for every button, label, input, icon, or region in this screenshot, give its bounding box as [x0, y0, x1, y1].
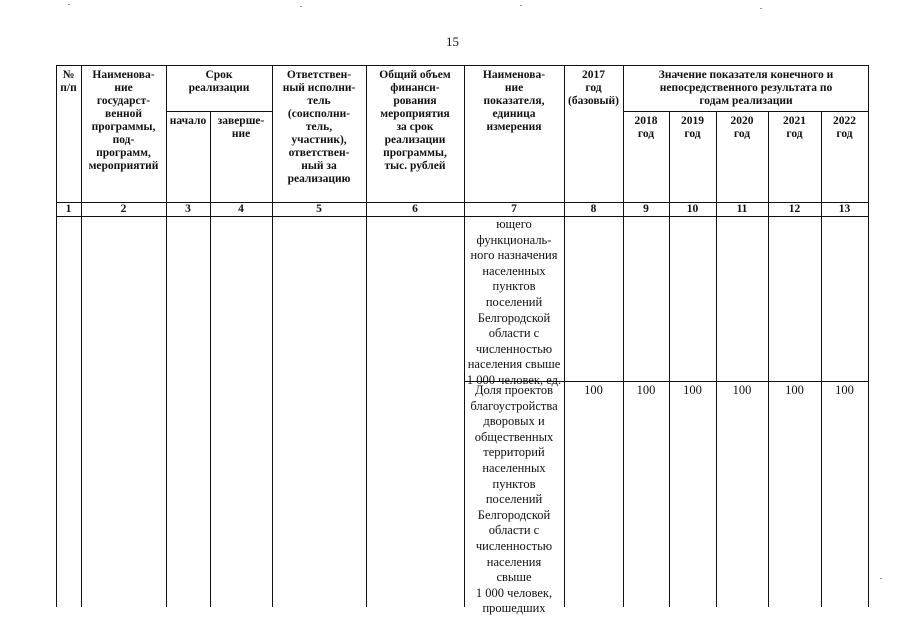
header-program-name: Наименова- ние государст- венной программы, под- программ, мероприятий	[88, 69, 159, 172]
header-values-group: Значение показателя конечного и непосредственного результата по годам реализации	[658, 69, 834, 107]
column-number: 10	[686, 203, 699, 215]
scan-speck	[520, 5, 522, 6]
column-number: 8	[590, 203, 597, 215]
header-year-2021: 2021 год	[783, 115, 806, 140]
indicator-name: ющего функциональ- ного назначения населенных пунктов поселений Белгородской области с численностью населения свыше 1 000 человек, ед.	[466, 217, 562, 387]
column-number: 6	[412, 203, 418, 215]
header-base-year: 2017 год (базовый)	[568, 69, 619, 107]
scan-speck	[760, 8, 762, 9]
column-number: 4	[238, 203, 244, 215]
header-start: начало	[169, 115, 207, 127]
value-2021: 100	[785, 383, 804, 397]
value-2020: 100	[732, 383, 752, 397]
scan-speck	[300, 6, 302, 7]
column-number: 12	[788, 203, 801, 215]
header-year-2022: 2022 год	[833, 115, 856, 140]
scan-speck	[880, 578, 882, 579]
page-number: 15	[446, 34, 459, 49]
header-end: заверше- ние	[217, 115, 265, 140]
header-year-2020: 2020 год	[730, 115, 754, 140]
header-responsible: Ответствен- ный исполни- тель (соисполни- тель, участник), ответствен- ный за реализацию	[282, 69, 356, 185]
indicators-table	[56, 65, 869, 616]
value-2019: 100	[683, 383, 702, 397]
header-year-2018: 2018 год	[634, 115, 658, 140]
value-2017: 100	[584, 383, 603, 397]
column-number: 11	[736, 203, 748, 215]
header-period-group: Срок реализации	[188, 69, 250, 94]
column-number: 7	[511, 203, 517, 215]
header-funding: Общий объем финанси- рования мероприятия за срок реализации программы, тыс. рублей	[379, 69, 451, 172]
indicator-name: Доля проектов благоустройства дворовых и общественных территорий населенных пунктов поселений Белгородской области с численностью населения свыше 1 000 человек, прошедших	[470, 383, 558, 616]
header-year-2019: 2019 год	[681, 115, 704, 140]
value-2022: 100	[835, 383, 854, 397]
column-number: 3	[185, 203, 191, 215]
column-number: 2	[120, 203, 127, 215]
column-number: 5	[316, 203, 322, 215]
column-number: 1	[65, 203, 72, 215]
column-number: 13	[838, 203, 851, 215]
header-indicator: Наименова- ние показателя, единица измерения	[482, 69, 546, 133]
column-number: 9	[643, 203, 649, 215]
scan-speck	[68, 4, 70, 5]
header-number: № п/п	[60, 69, 77, 94]
value-2018: 100	[636, 383, 656, 397]
